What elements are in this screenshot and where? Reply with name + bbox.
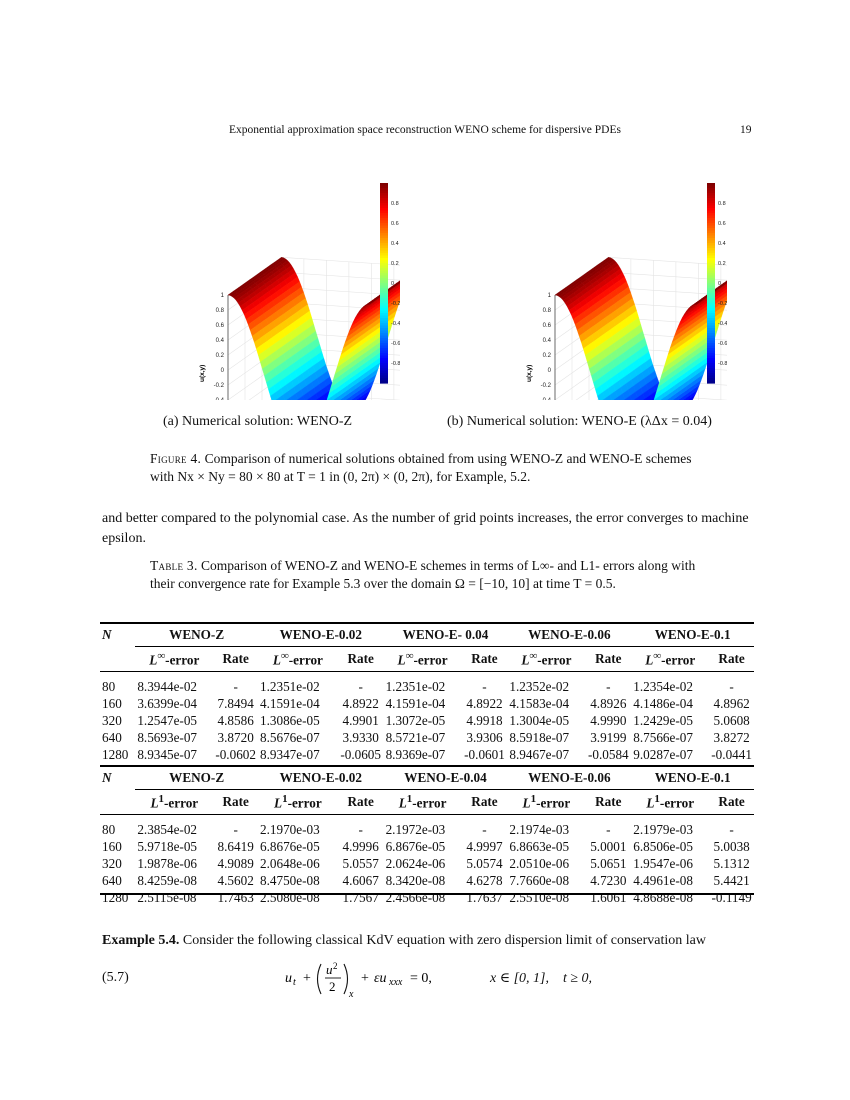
example-label: Example 5.4.	[102, 933, 180, 948]
error-cell: 2.1974e-03	[509, 821, 570, 837]
colorbar-tick-label: -0.2	[391, 301, 400, 307]
error-cell: 8.5693e-07	[137, 729, 198, 745]
linf-error-subheader: L∞-error	[258, 647, 338, 672]
table-row	[100, 729, 754, 746]
error-cell: 1.2547e-05	[137, 712, 198, 728]
error-cell: 2.1979e-03	[633, 821, 693, 837]
rate-cell: 4.7230	[590, 872, 627, 888]
table-row	[100, 712, 754, 729]
svg-text:u: u	[285, 971, 292, 986]
svg-text:2: 2	[329, 979, 336, 994]
rate-cell: 5.0038	[713, 838, 750, 854]
rate-cell: -	[606, 678, 611, 694]
rate-subheader: Rate	[462, 790, 508, 815]
error-cell: 8.9467e-07	[509, 746, 570, 762]
figure-caption	[150, 450, 710, 486]
grid-size-cell: 640	[102, 872, 122, 888]
colorbar-tick-label: 0.4	[718, 241, 726, 247]
error-cell: 1.3072e-05	[385, 712, 446, 728]
error-cell: 2.0510e-06	[509, 855, 570, 871]
error-cell: 1.2354e-02	[633, 678, 693, 694]
rate-cell: -0.0602	[215, 746, 256, 762]
equation-5-7	[100, 958, 754, 998]
linf-table-body	[100, 672, 754, 767]
z-tick-label	[541, 398, 552, 400]
grid-size-cell: 80	[102, 678, 116, 694]
rate-subheader: Rate	[338, 647, 384, 672]
rate-subheader: Rate	[585, 790, 631, 815]
subcaption-a: (a) Numerical solution: WENO-Z	[163, 414, 353, 429]
linf-error-subheader: L∞-error	[135, 647, 213, 672]
table-row	[100, 889, 754, 908]
rate-subheader: Rate	[585, 647, 631, 672]
equation-number: (5.7)	[102, 970, 129, 985]
z-tick-label: 0	[547, 368, 551, 374]
rate-cell: 1.7463	[217, 889, 254, 905]
rate-cell: 1.7637	[466, 889, 503, 905]
error-cell: 8.5721e-07	[385, 729, 446, 745]
grid-size-cell: 80	[102, 821, 116, 837]
rate-subheader: Rate	[709, 790, 754, 815]
results-table	[100, 622, 754, 908]
l1-error-subheader: $L^1$-error	[135, 790, 213, 815]
linf-subheader-row	[100, 647, 754, 672]
rate-cell: 5.4421	[713, 872, 750, 888]
rate-cell: 4.8922	[342, 695, 379, 711]
svg-text:εu: εu	[374, 971, 387, 986]
error-cell: 8.5918e-07	[509, 729, 570, 745]
colorbar-tick-label: -0.6	[718, 341, 727, 347]
error-cell: 6.8676e-05	[385, 838, 446, 854]
figure-caption-label: Figure 4.	[150, 451, 202, 466]
error-cell: 5.9718e-05	[137, 838, 198, 854]
example-text: Consider the following classical KdV equation with zero dispersion limit of conservation law	[182, 933, 706, 948]
svg-text:+: +	[361, 971, 369, 986]
rate-cell: -	[233, 821, 238, 837]
z-tick-label: 0.8	[542, 308, 551, 314]
rate-subheader: Rate	[462, 647, 508, 672]
colorbar-tick-label: 0.8	[391, 201, 399, 207]
error-cell: 1.2429e-05	[633, 712, 693, 728]
z-tick-label: 0.4	[542, 338, 551, 344]
table-row	[100, 695, 754, 712]
error-cell: 1.9547e-06	[633, 855, 693, 871]
l1-error-subheader: $L^1$-error	[258, 790, 338, 815]
n-column-header: N	[102, 627, 112, 643]
colorbar-tick-label: -0.6	[391, 341, 400, 347]
error-cell: 1.2351e-02	[385, 678, 446, 694]
error-cell: 2.5510e-08	[509, 889, 570, 905]
grid-size-cell: 1280	[102, 889, 129, 905]
n-column-header: N	[102, 770, 112, 786]
surface-plot-weno-z	[100, 175, 400, 400]
error-cell: 2.1970e-03	[259, 821, 320, 837]
error-cell: 8.4750e-08	[259, 872, 320, 888]
rate-subheader: Rate	[709, 647, 754, 672]
error-cell: 4.1583e-04	[509, 695, 570, 711]
error-cell: 4.1591e-04	[385, 695, 446, 711]
rate-subheader: Rate	[213, 647, 258, 672]
error-cell: 8.3944e-02	[137, 678, 198, 694]
linf-scheme-header: WENO-E-0.1	[631, 623, 754, 647]
n-subheader-empty	[100, 790, 135, 815]
z-tick-label: 0.2	[215, 353, 224, 359]
colorbar-tick-label: 0.6	[391, 221, 399, 227]
rate-cell: -	[606, 821, 611, 837]
rate-cell: 5.0574	[466, 855, 503, 871]
grid-size-cell: 640	[102, 729, 122, 745]
error-cell: 8.4259e-08	[137, 872, 198, 888]
table-row	[100, 815, 754, 839]
error-cell: 7.7660e-08	[509, 872, 570, 888]
grid-size-cell: 320	[102, 855, 122, 871]
svg-text:x: x	[349, 989, 354, 998]
n-subheader-empty	[100, 647, 135, 672]
page-number: 19	[740, 124, 752, 136]
z-axis-label: u(x,y)	[199, 364, 206, 382]
error-cell: 2.3854e-02	[137, 821, 198, 837]
table-row	[100, 672, 754, 696]
error-cell: 8.9347e-07	[259, 746, 320, 762]
rate-cell: -0.0605	[340, 746, 381, 762]
colorbar-tick-label: -0.4	[391, 321, 400, 327]
rate-cell: 4.6278	[466, 872, 503, 888]
z-axis-label: u(x,y)	[526, 364, 533, 382]
colorbar	[707, 183, 715, 384]
l1-error-subheader: $L^1$-error	[631, 790, 709, 815]
rate-cell: 5.0608	[713, 712, 750, 728]
error-cell: 2.1972e-03	[385, 821, 446, 837]
rate-subheader: Rate	[213, 790, 258, 815]
equation-condition: x ∈ [0, 1], t ≥ 0,	[490, 971, 593, 986]
l1-scheme-header: WENO-E-0.04	[384, 766, 508, 790]
colorbar-tick-label: -0.4	[718, 321, 727, 327]
rate-cell: 4.8922	[466, 695, 503, 711]
colorbar-tick-label: 0	[391, 281, 395, 287]
colorbar-tick-label: 0.8	[718, 201, 726, 207]
svg-text:+: +	[303, 971, 311, 986]
table-caption-text: Comparison of WENO-Z and WENO-E schemes in terms of L∞- and L1- errors along with their convergence rate for Example 5.3 over the domain Ω = [−10, 10] at time T = 0.5.	[150, 558, 696, 591]
rate-cell: 4.9990	[590, 712, 627, 728]
surface-plot-weno-e	[427, 175, 727, 400]
error-cell: 1.9878e-06	[137, 855, 198, 871]
figure-panel-a	[100, 175, 400, 400]
z-tick-label: 1	[220, 293, 224, 299]
z-tick-label: 1	[547, 293, 551, 299]
error-cell: 2.0648e-06	[259, 855, 320, 871]
error-cell: 2.0624e-06	[385, 855, 446, 871]
z-tick-label: 0.6	[542, 323, 551, 329]
colorbar-tick-label: -0.2	[718, 301, 727, 307]
rate-cell: 1.7567	[342, 889, 379, 905]
colorbar-tick-label: -0.8	[391, 361, 400, 367]
colorbar-tick-label: 0.6	[718, 221, 726, 227]
linf-scheme-header: WENO-E- 0.04	[384, 623, 508, 647]
rate-cell: 3.8272	[713, 729, 750, 745]
table-row	[100, 872, 754, 889]
error-cell: 4.1486e-04	[633, 695, 693, 711]
svg-text:= 0,: = 0,	[410, 971, 432, 986]
rate-cell: -0.1149	[711, 889, 752, 905]
colorbar-tick-label: -0.8	[718, 361, 727, 367]
l1-subheader-row	[100, 790, 754, 815]
z-tick-label: 0	[220, 368, 224, 374]
rate-cell: 4.5602	[217, 872, 254, 888]
svg-text:2: 2	[333, 961, 338, 971]
table-caption-label: Table 3.	[150, 558, 198, 573]
error-cell: 6.8663e-05	[509, 838, 570, 854]
example-statement	[102, 933, 754, 949]
table-caption	[150, 557, 710, 593]
kdv-equation-graphic	[285, 960, 475, 998]
rate-cell: 4.8586	[217, 712, 254, 728]
rate-cell: 4.8962	[713, 695, 750, 711]
linf-scheme-header: WENO-E-0.06	[507, 623, 631, 647]
error-cell: 3.6399e-04	[137, 695, 198, 711]
grid-size-cell: 160	[102, 838, 122, 854]
rate-cell: 4.9089	[217, 855, 254, 871]
rate-cell: -	[482, 821, 487, 837]
rate-cell: 4.9996	[342, 838, 379, 854]
z-tick-label: -0.2	[540, 383, 551, 389]
rate-cell: 4.9997	[466, 838, 503, 854]
rate-cell: 5.1312	[713, 855, 750, 871]
error-cell: 9.0287e-07	[633, 746, 693, 762]
rate-cell: -0.0584	[587, 746, 629, 762]
error-cell: 4.1591e-04	[259, 695, 320, 711]
rate-cell: 7.8494	[217, 695, 254, 711]
colorbar-tick-label: 0	[718, 281, 722, 287]
error-cell: 8.3420e-08	[385, 872, 446, 888]
rate-cell: 4.8926	[590, 695, 627, 711]
figure-panel-b	[427, 175, 727, 400]
svg-text:u: u	[326, 962, 333, 977]
grid-size-cell: 320	[102, 712, 122, 728]
rate-cell: 5.0651	[590, 855, 627, 871]
grid-size-cell: 160	[102, 695, 122, 711]
figure-caption-text: Comparison of numerical solutions obtained from using WENO-Z and WENO-E schemes with Nx × Ny = 80 × 80 at T = 1 in (0, 2π) × (0, 2π), for Example, 5.2.	[150, 451, 692, 484]
error-cell: 1.2352e-02	[509, 678, 570, 694]
table-row	[100, 746, 754, 766]
equation-formula	[285, 960, 475, 1003]
rate-subheader: Rate	[338, 790, 384, 815]
error-cell: 6.8506e-05	[633, 838, 693, 854]
error-cell: 8.7566e-07	[633, 729, 693, 745]
linf-scheme-header-row	[100, 623, 754, 647]
rate-cell: 3.8720	[217, 729, 254, 745]
rate-cell: 4.9901	[342, 712, 379, 728]
rate-cell: 1.6061	[590, 889, 627, 905]
colorbar	[380, 183, 388, 384]
error-cell: 8.5676e-07	[259, 729, 320, 745]
colorbar-tick-label: 0.2	[718, 261, 726, 267]
l1-error-subheader: $L^1$-error	[507, 790, 585, 815]
rate-cell: 3.9330	[342, 729, 379, 745]
linf-error-subheader: L∞-error	[507, 647, 585, 672]
rate-cell: -0.0601	[464, 746, 505, 762]
rate-cell: 4.9918	[466, 712, 503, 728]
rate-cell: -	[358, 821, 363, 837]
rate-cell: -	[233, 678, 238, 694]
l1-scheme-header: WENO-E-0.02	[258, 766, 384, 790]
error-cell: 2.5115e-08	[137, 889, 197, 905]
error-cell: 2.5080e-08	[259, 889, 320, 905]
error-cell: 1.3004e-05	[509, 712, 570, 728]
l1-scheme-header: WENO-E-0.1	[631, 766, 754, 790]
z-tick-label: 0.4	[215, 338, 224, 344]
linf-scheme-header: WENO-E-0.02	[258, 623, 384, 647]
l1-scheme-header: WENO-E-0.06	[507, 766, 631, 790]
rate-cell: -	[729, 821, 734, 837]
rate-cell: -0.0441	[711, 746, 752, 762]
error-cell: 4.4961e-08	[633, 872, 693, 888]
table-bottom-rule	[100, 893, 754, 895]
l1-scheme-header-row	[100, 766, 754, 790]
svg-text:t: t	[293, 977, 296, 988]
colorbar-tick-label: 0.4	[391, 241, 399, 247]
l1-scheme-header: WENO-Z	[135, 766, 258, 790]
error-cell: 1.2351e-02	[259, 678, 320, 694]
svg-text:xxx: xxx	[389, 977, 403, 988]
z-tick-label: 0.2	[542, 353, 551, 359]
running-title: Exponential approximation space reconstruction WENO scheme for dispersive PDEs	[229, 124, 621, 136]
z-tick-label: 0.8	[215, 308, 224, 314]
grid-size-cell: 1280	[102, 746, 129, 762]
linf-error-subheader: L∞-error	[631, 647, 709, 672]
linf-scheme-header: WENO-Z	[135, 623, 258, 647]
subcaption-b: (b) Numerical solution: WENO-E (λΔx = 0.04)	[447, 414, 712, 429]
z-tick-label: 0.6	[215, 323, 224, 329]
l1-error-subheader: $L^1$-error	[384, 790, 462, 815]
colorbar-tick-label: 0.2	[391, 261, 399, 267]
table-row	[100, 838, 754, 855]
rate-cell: 5.0557	[342, 855, 379, 871]
rate-cell: 8.6419	[217, 838, 254, 854]
rate-cell: 3.9306	[466, 729, 503, 745]
z-tick-label	[214, 398, 225, 400]
error-cell: 8.9345e-07	[137, 746, 198, 762]
rate-cell: -	[482, 678, 487, 694]
z-tick-label: -0.2	[213, 383, 224, 389]
rate-cell: -	[729, 678, 734, 694]
error-cell: 2.4566e-08	[385, 889, 446, 905]
error-cell: 1.3086e-05	[259, 712, 320, 728]
rate-cell: 4.6067	[342, 872, 379, 888]
linf-error-subheader: L∞-error	[384, 647, 462, 672]
table-row	[100, 855, 754, 872]
error-cell: 4.8688e-08	[633, 889, 693, 905]
rate-cell: 3.9199	[590, 729, 627, 745]
rate-cell: 5.0001	[590, 838, 627, 854]
rate-cell: -	[358, 678, 363, 694]
error-cell: 8.9369e-07	[385, 746, 446, 762]
error-cell: 6.8676e-05	[259, 838, 320, 854]
body-paragraph: and better compared to the polynomial case. As the number of grid points increases, the error converges to machine epsilon.	[102, 511, 749, 546]
